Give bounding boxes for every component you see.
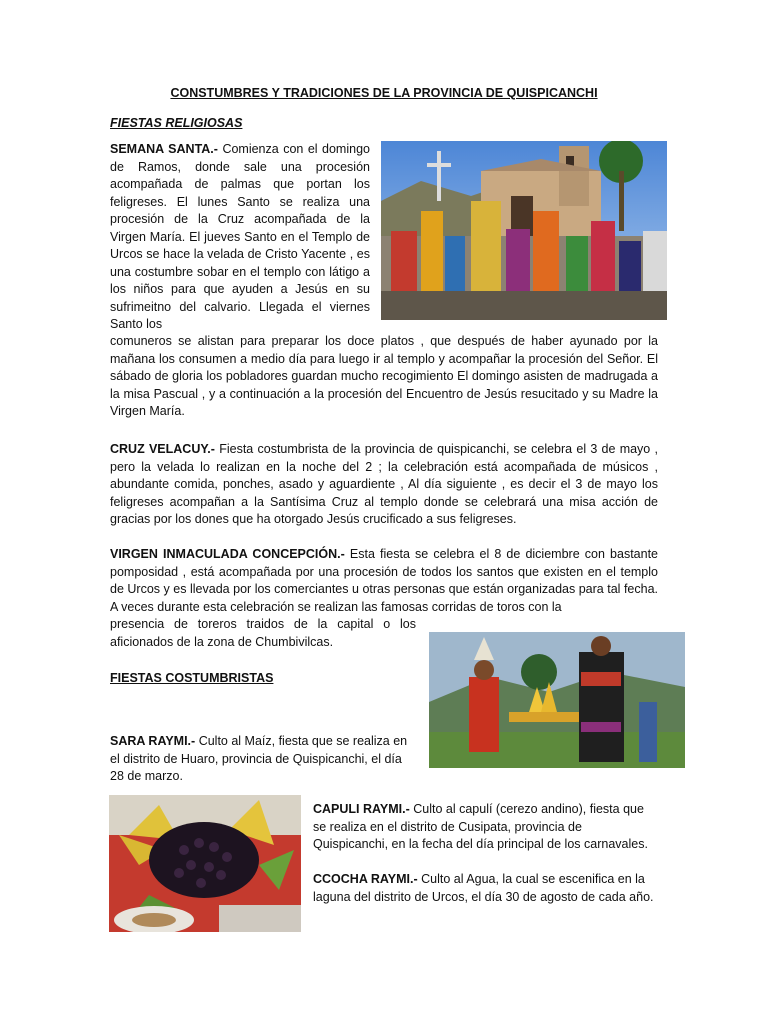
- procession-image: [381, 141, 667, 320]
- capuli-raymi-text: Culto al capulí (cerezo andino), fiesta que se realiza en el distrito de Cusipata, provincia de Quispicanchi, en la fecha del día principal de los carnavales.: [313, 802, 648, 851]
- virgen-inmaculada-heading: VIRGEN INMACULADA CONCEPCIÓN.-: [110, 547, 345, 561]
- semana-santa-text-a: Comienza con el domingo de Ramos, donde sale una procesión acompañada de palmas que portan los feligreses. El lunes Santo se realiza una procesión de la Cruz acompañada de la Virgen María. El jueves Santo en el Templo de Urcos se hace la velada de Cristo Yacente , es una costumbre sobar en el templo con látigo a los niños para que ayuden a Jesús en su sufrimeitno del calvario. Llegada el viernes Santo los: [110, 142, 370, 331]
- virgen-inmaculada-text-b: presencia de toreros traidos de la capital o los aficionados de la zona de Chumbivilcas.: [110, 617, 416, 649]
- semana-santa-heading: SEMANA SANTA.-: [110, 142, 218, 156]
- paragraph-sara-raymi: [110, 733, 410, 786]
- cruz-velacuy-text: Fiesta costumbrista de la provincia de quispicanchi, se celebra el 3 de mayo , pero la velada lo realizan en la noche del 2 ; la celebración está acompañada de músicos , abundante comida, ponches, asado y aguardiente , Al día siguiente , es decir el 3 de mayo los feligreses acompañan a la Santísima Cruz al templo donde se celebrará una misa acción de gracias por los dones que ha otorgado Jesús crucificado a sus feligreses.: [110, 442, 658, 526]
- capuli-fruit-image: [109, 795, 301, 932]
- cruz-velacuy-heading: CRUZ VELACUY.-: [110, 442, 215, 456]
- section-heading-religiosas: FIESTAS RELIGIOSAS: [110, 116, 243, 130]
- section-heading-costumbristas: FIESTAS COSTUMBRISTAS: [110, 671, 274, 685]
- paragraph-cruz-velacuy: [110, 441, 658, 529]
- procession-photo: [381, 141, 667, 320]
- virgen-inmaculada-text-a: Esta fiesta se celebra el 8 de diciembre con bastante pomposidad , está acompañada por una procesión de todos los santos que existen en el templo de Urcos y es llevada por los comerciantes u otras personas que están organizadas para tal fecha. A veces durante esta celebración se realizan las famosas corridas de toros con la: [110, 547, 658, 614]
- capuli-fruit-photo: [109, 795, 301, 932]
- paragraph-capuli-raymi: [313, 801, 658, 854]
- semana-santa-text-b: comuneros se alistan para preparar los doce platos , que después de haber ayunado por la mañana los consumen a medio día para luego ir al templo y acompañar la procesión del Señor. El sábado de gloria los pobladores guardan mucho recogimiento El domingo asisten de madrugada a la misa Pascual , y a continuación a la procesión del Encuentro de Jesús resucitado y su Madre la Virgen María.: [110, 334, 658, 418]
- sara-raymi-text: Culto al Maíz, fiesta que se realiza en el distrito de Huaro, provincia de Quispicanchi, el día 28 de marzo.: [110, 734, 408, 783]
- paragraph-ccocha-raymi: [313, 871, 658, 906]
- ccocha-raymi-heading: CCOCHA RAYMI.-: [313, 872, 418, 886]
- capuli-raymi-heading: CAPULI RAYMI.-: [313, 802, 410, 816]
- paragraph-semana-santa: [110, 141, 370, 334]
- paragraph-virgen-inmaculada: [110, 546, 658, 616]
- maize-festival-image: [429, 632, 685, 768]
- ccocha-raymi-text: Culto al Agua, la cual se escenifica en la laguna del distrito de Urcos, el día 30 de agosto de cada año.: [313, 872, 654, 904]
- maize-festival-photo: [429, 632, 685, 768]
- sara-raymi-heading: SARA RAYMI.-: [110, 734, 196, 748]
- document-title: CONSTUMBRES Y TRADICIONES DE LA PROVINCIA DE QUISPICANCHI: [170, 86, 598, 100]
